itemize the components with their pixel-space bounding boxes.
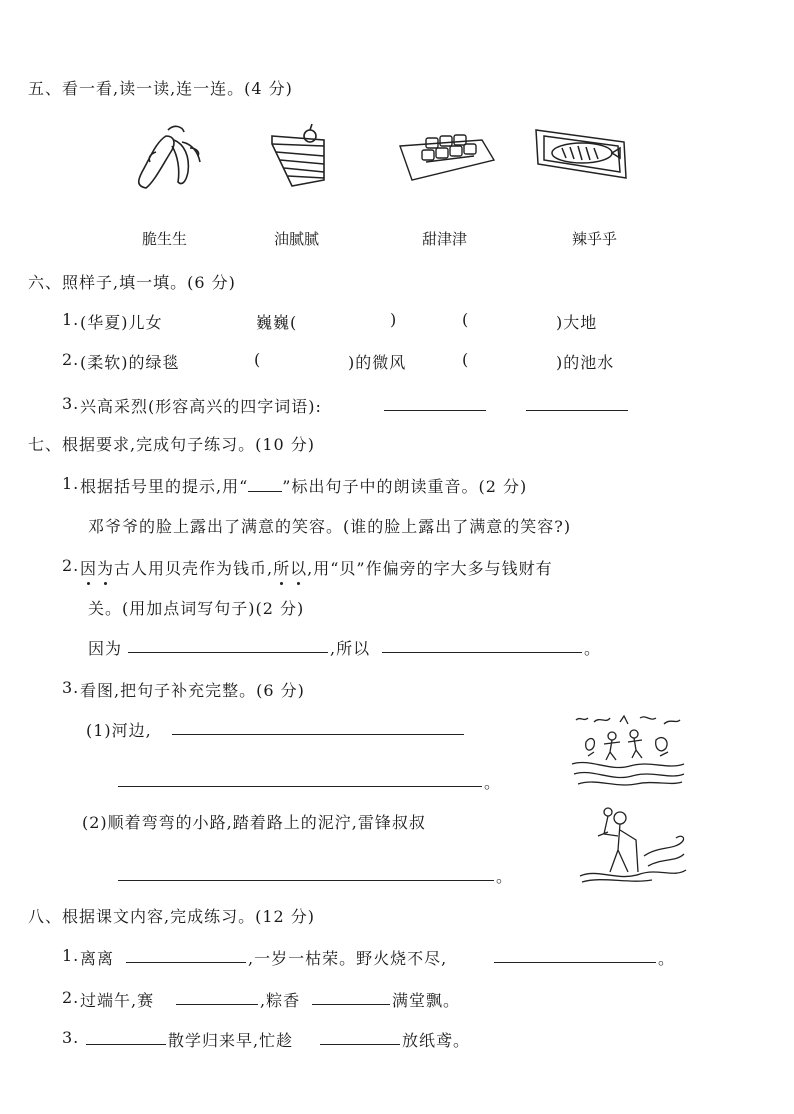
s8-q2-blank-1[interactable] <box>176 990 258 1005</box>
cake-slice-icon <box>266 120 332 192</box>
stress-mark-sample <box>248 477 282 492</box>
s6-q1-item2-end: ) <box>390 310 398 329</box>
s7-q3-p2-blank[interactable] <box>118 866 494 881</box>
s6-q2-item3-end: )的池水 <box>556 353 615 372</box>
s7-q2-line2: 关。(用加点词写句子)(2 分) <box>88 599 305 618</box>
s7-q3-number: 3. <box>62 678 80 697</box>
s6-q3-text: 兴高采烈(形容高兴的四字词语): <box>80 397 322 416</box>
dotted-char-yi: 以 <box>290 556 307 579</box>
s6-q1-item2-answer[interactable] <box>306 310 386 330</box>
s7-q3-p2-end: 。 <box>496 867 514 886</box>
section8-title: 八、根据课文内容,完成练习。(12 分) <box>28 907 316 926</box>
sushi-plate-icon <box>396 126 498 184</box>
dotted-char-yin: 因 <box>80 556 97 579</box>
s6-q3-number: 3. <box>62 394 80 413</box>
fish-dish-icon <box>528 120 632 186</box>
s7-q3-text: 看图,把句子补充完整。(6 分) <box>80 681 305 700</box>
section6-title: 六、照样子,填一填。(6 分) <box>28 273 236 292</box>
s7-q2-text <box>80 556 553 579</box>
s7-q1-sentence[interactable]: 邓爷爷的脸上露出了满意的笑容。(谁的脸上露出了满意的笑容?) <box>88 517 572 536</box>
s6-q1-item3-answer[interactable] <box>474 310 554 330</box>
s6-q3-blank-2[interactable] <box>526 396 628 411</box>
s8-q2-a: 过端午,赛 <box>80 991 155 1010</box>
s7-q2-blank-1[interactable] <box>128 638 328 653</box>
s7-q2-ans-a: 因为 <box>88 639 123 658</box>
s6-q1-example: (华夏)儿女 <box>80 313 163 332</box>
s6-q2-item2-end: )的微风 <box>348 353 407 372</box>
s7-q3-p1-blank-2[interactable] <box>118 772 482 787</box>
s7-q3-p1-end: 。 <box>484 773 502 792</box>
s7-q3-p2: (2)顺着弯弯的小路,踏着路上的泥泞,雷锋叔叔 <box>82 813 426 832</box>
s7-q2-ans-end: 。 <box>584 639 602 658</box>
s6-q1-number: 1. <box>62 310 80 329</box>
s8-q1-blank-2[interactable] <box>494 948 656 963</box>
s6-q2-item3-answer[interactable] <box>474 350 554 370</box>
word-crisp: 脆生生 <box>142 230 188 248</box>
chili-pepper-icon <box>128 122 214 196</box>
s6-q1-item2: 巍巍( <box>256 313 298 332</box>
s8-q2-c: 满堂飘。 <box>392 991 461 1010</box>
s7-q3-p1-blank-1[interactable] <box>172 720 464 735</box>
section7-title: 七、根据要求,完成句子练习。(10 分) <box>28 435 316 454</box>
s8-q3-blank-1[interactable] <box>86 1030 166 1045</box>
s7-q3-p1: (1)河边, <box>86 721 152 740</box>
s8-q2-b: ,粽香 <box>260 991 301 1010</box>
s8-q1-blank-1[interactable] <box>126 948 246 963</box>
s8-q2-blank-2[interactable] <box>312 990 390 1005</box>
s7-q2-seg6: ,用“贝”作偏旁的字大多与钱财有 <box>307 559 553 578</box>
word-spicy: 辣乎乎 <box>572 230 618 248</box>
s8-q3-b: 放纸鸢。 <box>402 1031 471 1050</box>
s6-q2-item2-open: ( <box>254 350 262 369</box>
s7-q1-text-b: ”标出句子中的朗读重音。(2 分) <box>282 477 528 496</box>
s7-q2-number: 2. <box>62 556 80 575</box>
s8-q2-number: 2. <box>62 988 80 1007</box>
s8-q3-blank-2[interactable] <box>320 1030 400 1045</box>
s8-q1-a: 离离 <box>80 949 115 968</box>
s8-q1-end: 。 <box>658 949 676 968</box>
s8-q1-b: ,一岁一枯荣。野火烧不尽, <box>248 949 448 968</box>
s6-q2-example: (柔软)的绿毯 <box>80 353 180 372</box>
dotted-char-wei: 为 <box>97 556 114 579</box>
word-greasy: 油腻腻 <box>274 230 320 248</box>
s7-q1-number: 1. <box>62 474 80 493</box>
word-sweet: 甜津津 <box>422 230 468 248</box>
s6-q3-blank-1[interactable] <box>384 396 486 411</box>
s7-q1-text-a: 根据括号里的提示,用“ <box>80 477 249 496</box>
s6-q1-item3-open: ( <box>462 310 470 329</box>
s6-q2-item2-answer[interactable] <box>266 350 346 370</box>
section5-title: 五、看一看,读一读,连一连。(4 分) <box>28 79 293 98</box>
s8-q3-number: 3. <box>62 1028 80 1047</box>
s6-q2-item3-open: ( <box>462 350 470 369</box>
riverside-children-icon <box>570 712 686 788</box>
s7-q2-seg3: 古人用贝壳作为钱币, <box>114 559 274 578</box>
s6-q1-item3-end: )大地 <box>556 313 598 332</box>
s6-q2-number: 2. <box>62 350 80 369</box>
s8-q3-a: 散学归来早,忙趁 <box>168 1031 294 1050</box>
lei-feng-carrying-child-icon <box>578 806 688 884</box>
s7-q2-ans-b: ,所以 <box>330 639 371 658</box>
s8-q1-number: 1. <box>62 946 80 965</box>
s7-q2-blank-2[interactable] <box>382 638 582 653</box>
s7-q1-text <box>80 474 527 497</box>
dotted-char-suo: 所 <box>273 556 290 579</box>
